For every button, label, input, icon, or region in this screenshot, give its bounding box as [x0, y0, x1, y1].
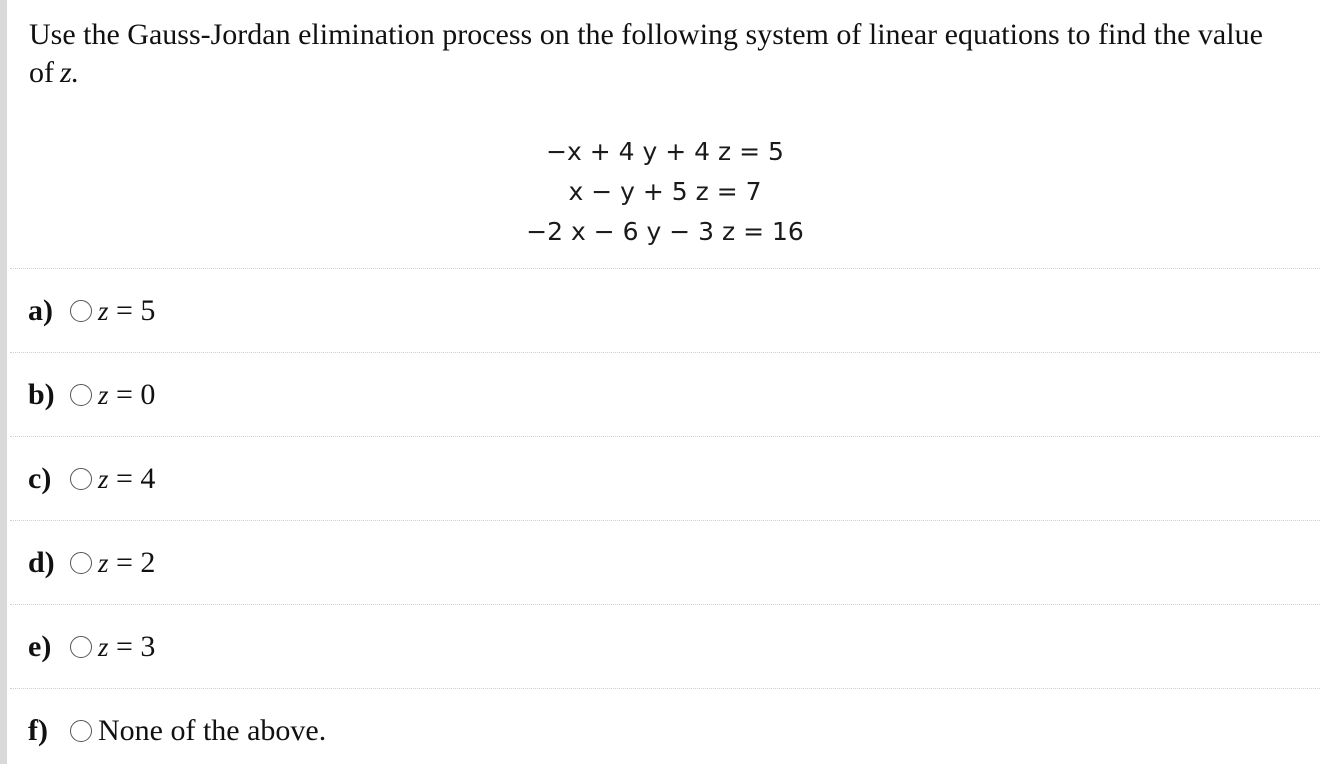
option-variable: z [98, 464, 109, 494]
option-variable: z [98, 380, 109, 410]
radio-button-a[interactable] [70, 300, 92, 322]
option-value: = 2 [108, 546, 156, 579]
equation-system [500, 132, 830, 252]
equation-2: x − y + 5 z = 7 [568, 177, 762, 206]
radio-button-d[interactable] [70, 552, 92, 574]
equation-1: −x + 4 y + 4 z = 5 [546, 137, 784, 166]
option-value: = 3 [108, 630, 156, 663]
option-text [98, 378, 155, 412]
option-c[interactable] [10, 436, 1320, 520]
option-e[interactable] [10, 604, 1320, 688]
option-text [98, 462, 155, 496]
option-letter: a) [28, 294, 53, 327]
option-value: = 5 [108, 294, 156, 327]
equation-3: −2 x − 6 y − 3 z = 16 [526, 217, 804, 246]
radio-button-e[interactable] [70, 636, 92, 658]
question-text [29, 16, 1299, 92]
option-text [98, 294, 155, 328]
option-value: = 4 [108, 462, 156, 495]
option-letter: c) [28, 462, 52, 495]
radio-button-f[interactable] [70, 720, 92, 742]
option-letter: f) [28, 714, 48, 747]
option-a[interactable] [10, 268, 1320, 352]
radio-button-b[interactable] [70, 384, 92, 406]
option-b[interactable] [10, 352, 1320, 436]
question-variable: z. [60, 56, 80, 89]
option-variable: z [98, 632, 109, 662]
option-letter: d) [28, 546, 55, 579]
option-letter: e) [28, 630, 52, 663]
option-letter: b) [28, 378, 55, 411]
option-text: None of the above. [98, 714, 327, 747]
option-f[interactable] [10, 688, 1320, 772]
option-d[interactable] [10, 520, 1320, 604]
option-text [98, 546, 155, 580]
left-border [0, 0, 7, 764]
question-prompt: Use the Gauss-Jordan elimination process on the following system of linear equations to find the value of [29, 18, 1263, 89]
option-variable: z [98, 296, 109, 326]
option-variable: z [98, 548, 109, 578]
option-text [98, 630, 155, 664]
option-value: = 0 [108, 378, 156, 411]
radio-button-c[interactable] [70, 468, 92, 490]
